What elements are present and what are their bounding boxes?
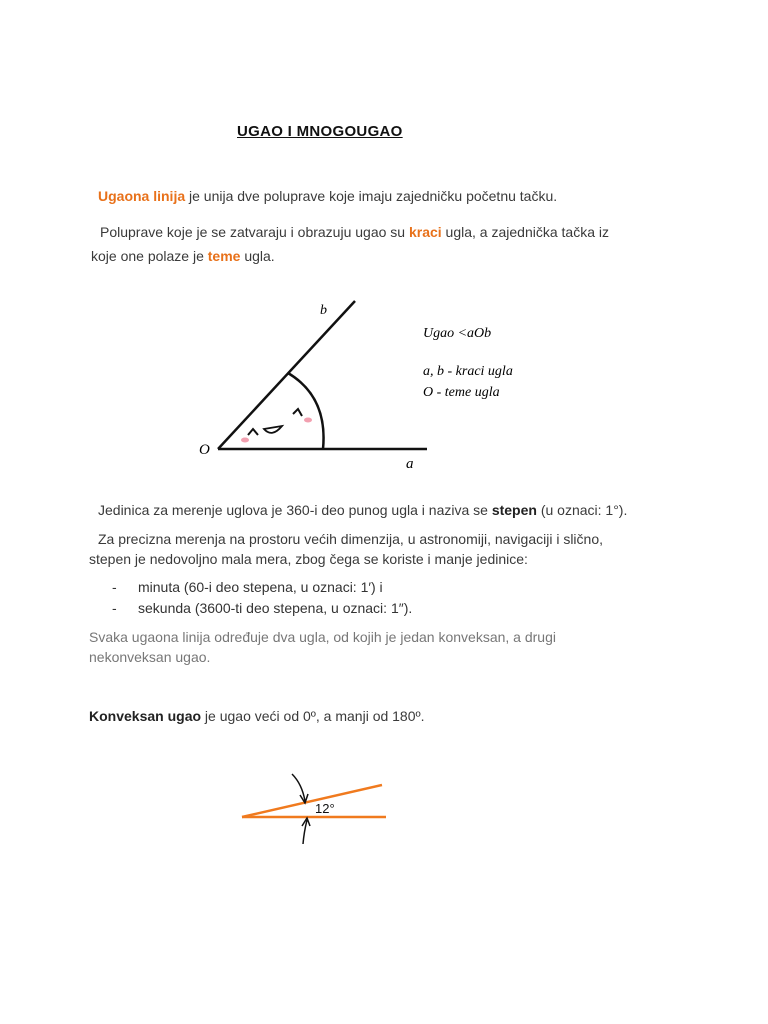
definition-konveksan — [89, 706, 425, 727]
ray-b — [218, 301, 355, 449]
term-teme: teme — [207, 248, 241, 264]
definition-text: je unija dve poluprave koje imaju zajedničku početnu tačku. — [185, 188, 558, 204]
label-b: b — [320, 303, 327, 318]
term-ugaona-linija: Ugaona linija — [98, 188, 186, 204]
term-stepen: stepen — [491, 502, 537, 518]
paragraph-stepen — [98, 500, 627, 521]
list-item-text: minuta (60-i deo stepena, u oznaci: 1′) i — [138, 579, 383, 595]
caption-teme: O - teme ugla — [423, 385, 500, 400]
text: Poluprave koje je se zatvaraju i obrazuju ugao su — [100, 224, 409, 240]
convex-angle-diagram — [236, 768, 396, 848]
eye-left — [248, 429, 258, 435]
text: ugla, a zajednička tačka iz — [441, 224, 609, 240]
cheek-left — [241, 438, 249, 443]
text: je ugao veći od 0º, a manji od 180º. — [201, 708, 425, 724]
list-item — [112, 598, 412, 619]
list-item — [112, 577, 412, 598]
upper-arrow — [292, 774, 305, 801]
definition-ugaona-linija — [98, 186, 557, 207]
paragraph-teme — [91, 246, 275, 267]
dash: - — [112, 600, 117, 616]
label-a: a — [406, 456, 414, 472]
units-list — [112, 577, 412, 619]
dash: - — [112, 579, 117, 595]
paragraph-kraci — [100, 222, 700, 243]
page-title: UGAO I MNOGOUGAO — [237, 123, 403, 140]
upper-ray — [242, 785, 382, 817]
angle-arc — [288, 373, 324, 449]
paragraph-ugaona-line1: Svaka ugaona linija određuje dva ugla, od kojih je jedan konveksan, a drugi — [89, 629, 556, 645]
eye-right — [293, 409, 302, 416]
caption-ugao: Ugao <aOb — [423, 326, 492, 341]
paragraph-precizna-line2: stepen je nedovoljno mala mera, zbog čega se koriste i manje jedinice: — [89, 551, 528, 567]
text: (u oznaci: 1°). — [536, 502, 628, 518]
angle-diagram — [190, 292, 540, 482]
paragraph-precizna-line1: Za precizna merenja na prostoru većih dimenzija, u astronomiji, navigaciji i slično, — [98, 531, 604, 547]
angle-label: 12° — [315, 801, 335, 816]
cheek-right — [304, 418, 312, 423]
text: Jedinica za merenje uglova je 360-i deo punog ugla i naziva se — [98, 502, 492, 518]
caption-kraci: a, b - kraci ugla — [423, 364, 513, 379]
list-item-text: sekunda (3600-ti deo stepena, u oznaci: 1″). — [138, 600, 413, 616]
term-konveksan-ugao: Konveksan ugao — [89, 708, 202, 724]
term-kraci: kraci — [408, 224, 442, 240]
mouth — [264, 426, 282, 433]
text: ugla. — [240, 248, 275, 264]
label-o: O — [199, 442, 210, 458]
paragraph-ugaona-line2: nekonveksan ugao. — [89, 649, 211, 665]
text: koje one polaze je — [91, 248, 208, 264]
